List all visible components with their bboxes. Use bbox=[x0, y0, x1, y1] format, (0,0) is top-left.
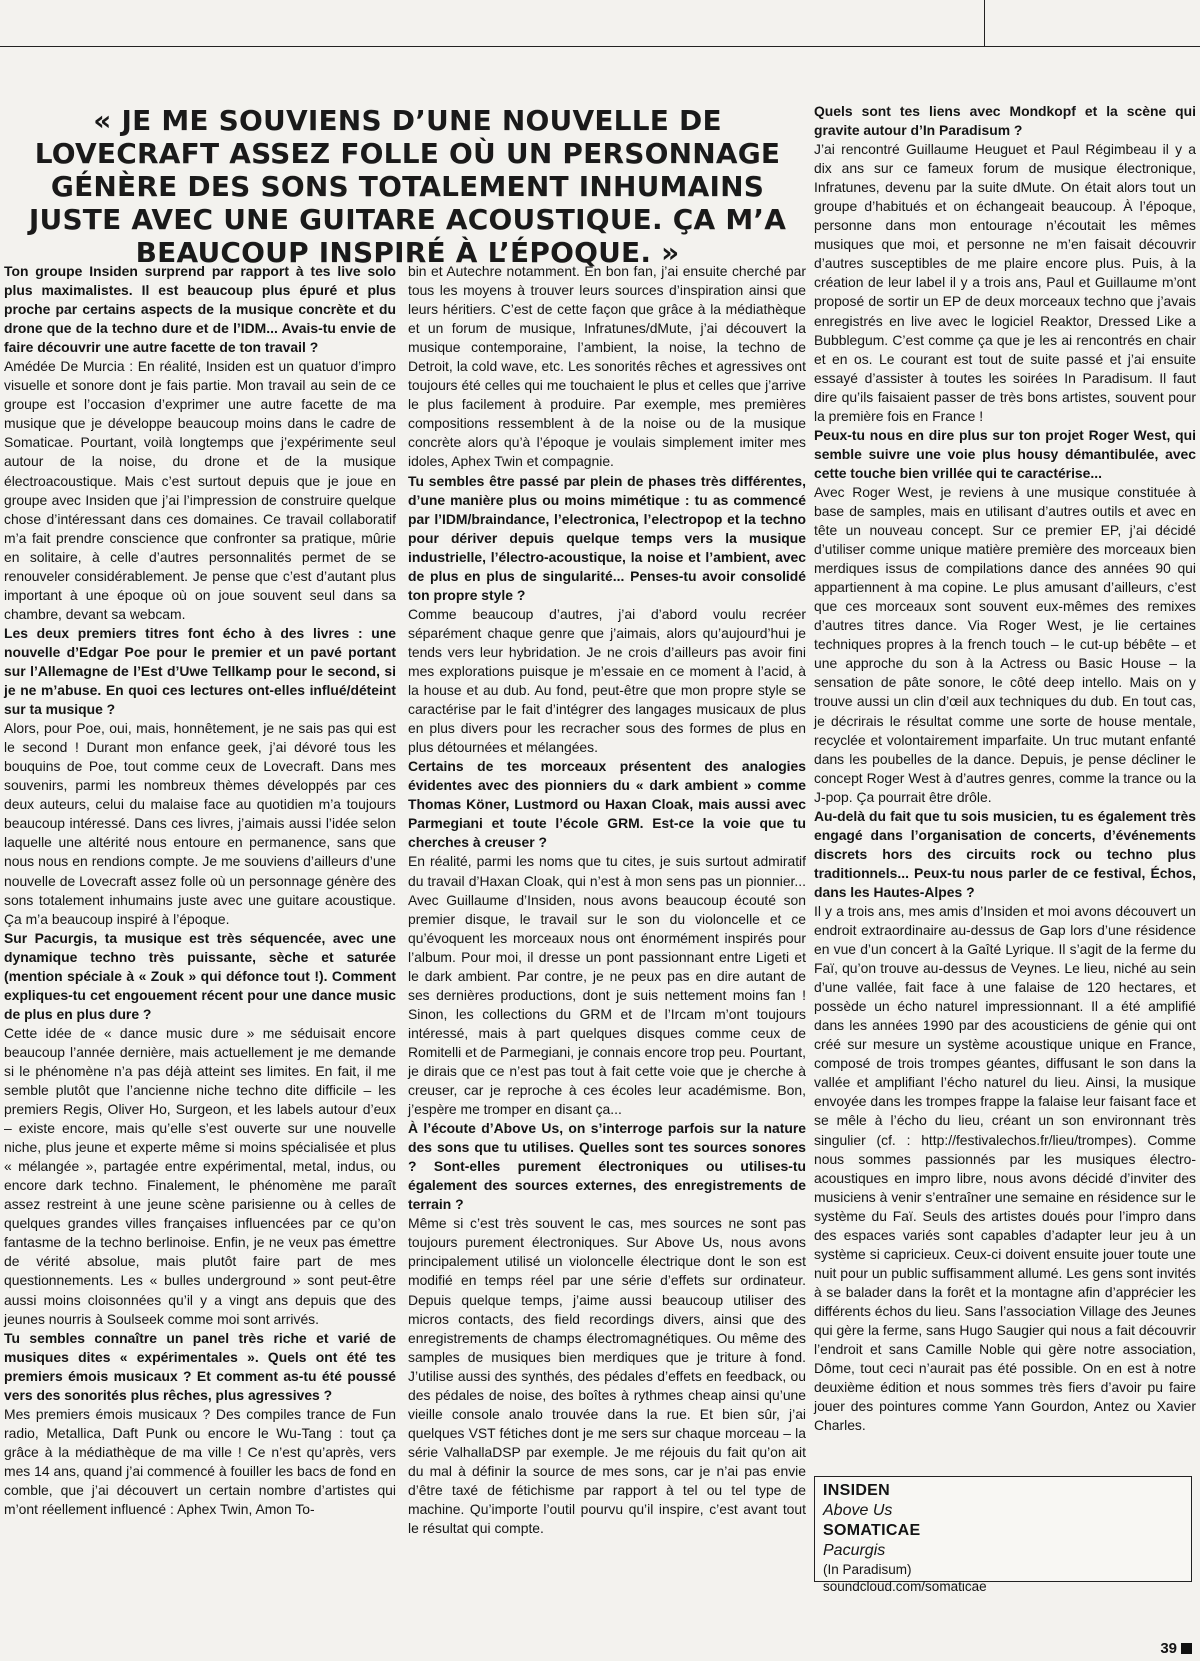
interview-question: Peux-tu nous en dire plus sur ton projet Roger West, qui semble suivre une voie plus housy démantibulée, avec cette touche bien vrillée qui te caractérise... bbox=[814, 426, 1196, 481]
interview-answer: Mes premiers émois musicaux ? Des compiles trance de Fun radio, Metallica, Daft Punk ou encore le Wu-Tang : tout ça grâce à la médiathèque de ma ville ! Ce n’est qu’après, vers mes 14 ans, quand j’ai commencé à fouiller les bacs de fond en comble, que j’ai découvert un certain nombre d’artistes qui m’ont réellement influencé : Aphex Twin, Amon To- bbox=[4, 1405, 396, 1518]
interview-answer: Alors, pour Poe, oui, mais, honnêtement, je ne sais pas qui est le second ! Durant mon enfance geek, j’ai dévoré tous les bouquins de Poe, tout comme ceux de Lovecraft. Dans mes souvenirs, parmi les nombreux thèmes développés par ces deux auteurs, celui du malaise face au quotidien m’a toujours beaucoup intéressé. Dans ces livres, j’aimais aussi l’idée selon laquelle une altérité nous entoure en permanence, sans que nous nous en rendions compte. Je me souviens d’ailleurs d’une nouvelle de Lovecraft assez folle où un personnage génère des sons totalement inhumains juste avec une guitare acoustique. Ça m’a beaucoup inspiré à l’époque. bbox=[4, 720, 396, 927]
interview-question: Tu sembles être passé par plein de phases très différentes, d’une manière plus ou moins mimétique : tu as commencé par l’IDM/braindance, l’electronica, l’electropop et la techno pour dériver depuis quelque temps vers la musique industrielle, l’électro-acoustique, la noise et l’ambient, avec de plus en plus de singularité... Penses-tu avoir consolidé ton propre style ? bbox=[408, 472, 806, 603]
interview-answer: Avec Roger West, je reviens à une musique constituée à base de samples, mais en utilisant d’autres outils et avec en tête un nouveau concept. Sur ce premier EP, j’ai décidé d’utiliser comme unique matière première des morceaux bien merdiques issus de compilations dance des années 90 qui appartiennent à ma copine. Le plus amusant d’ailleurs, c’est que ces morceaux sont souvent eux-mêmes des remixes d’autres titres dance. Via Roger West, je lie certaines techniques propres à la french touch – le cut-up bébête – et une approche du son à la Actress ou Basic House – la sensation de pâte sonore, le côté deep intello. Mais on y trouve aussi un clin d’œil aux techniques du dub. En tout cas, je décrirais le résultat comme une sorte de house mentale, recyclée et volontairement imparfaite. Un truc mutant enfanté dans les poubelles de la dance. Depuis, je pense décliner le concept Roger West à d’autres genres, comme la trance ou la J-pop. Ça pourrait être drôle. bbox=[814, 483, 1196, 805]
interview-question: Au-delà du fait que tu sois musicien, tu es également très engagé dans l’organisation de concerts, d’événements discrets hors des circuits rock ou techno plus traditionnels... Peux-tu nous parler de ce festival, Échos, dans les Hautes-Alpes ? bbox=[814, 807, 1196, 900]
header-corner-box bbox=[984, 0, 1200, 46]
column-1 bbox=[4, 262, 396, 1519]
pull-quote: « JE ME SOUVIENS D’UNE NOUVELLE DE LOVECRAFT ASSEZ FOLLE OÙ UN PERSONNAGE GÉNÈRE DES SONS TOTALEMENT INHUMAINS JUSTE AVEC UNE GUITARE ACOUSTIQUE. ÇA M’A BEAUCOUP INSPIRÉ À L’ÉPOQUE. » bbox=[28, 104, 787, 269]
interview-question: Ton groupe Insiden surprend par rapport à tes live solo plus maximalistes. Il est beaucoup plus épuré et plus proche par certains aspects de la musique concrète et du drone que de la techno dure et de l’IDM... Avais-tu envie de faire découvrir une autre facette de ton travail ? bbox=[4, 263, 396, 356]
band-name-insiden: INSIDEN bbox=[823, 1482, 890, 1499]
interview-question: Certains de tes morceaux présentent des analogies évidentes avec des pionniers du « dark ambient » comme Thomas Köner, Lustmord ou Haxan Cloak, mais aussi avec Parmegiani et toute l’école GRM. Est-ce la voie que tu cherches à creuser ? bbox=[408, 758, 806, 851]
interview-answer: Il y a trois ans, mes amis d’Insiden et moi avons découvert un endroit extraordinaire au-dessus de Gap lors d’une résidence en vue d’un concert à la Gaîté Lyrique. Il s’agit de la ferme du Faï, qu’on trouve au-dessus de Veynes. Le lieu, niché au sein d’une vallée, fait face à une falaise de 120 hectares, et possède un écho naturel impressionnant. Il a été amplifié dans les années 1990 par des acousticiens de génie qui ont créé sur mesure un système acoustique unique en France, composé de trois trompes géantes, diffusant le son dans la vallée et amplifiant l’écho naturel du lieu. Ainsi, la musique envoyée dans les trompes frappe la falaise leur faisant face et se mêle à l’écho du lieu, créant un son environnant très singulier (cf. : http://festivalechos.fr/lieu/trompes). Comme nous sommes passionnés par les musiques électro-acoustiques en impro libre, nous avons décidé d’inviter des musiciens à venir s’entraîner une semaine en résidence sur le système du Faï. Seuls des artistes doués pour l’impro dans des espaces variés sont capables d’adapter leur jeu à un système si capricieux. Ceux-ci doivent ensuite jouer toute une nuit pour un public suffisamment allumé. Les gens sont invités à se balader dans la forêt et la montagne afin d’apprécier les différents échos du lieu. Sans l’association Village des Jeunes qui gère la ferme, sans Hugo Saugier qui nous a fait découvrir l’endroit et sans Camille Noble qui gère notre association, Dôme, tout ceci n’aurait pas été possible. On en est à notre deuxième édition et nous sommes très fiers d’avoir pu faire jouer des pointures comme Yann Gourdon, Antez ou Xavier Charles. bbox=[814, 902, 1196, 1434]
soundcloud-link[interactable]: soundcloud.com/somaticae bbox=[823, 1579, 987, 1594]
interview-answer: J’ai rencontré Guillaume Heuguet et Paul Régimbeau il y a dix ans sur ce fameux forum de musique électronique, Infratunes, devenu par la suite dMute. On était alors tout un groupe d’habitués et on échangeait beaucoup. À l’époque, personne dans mon entourage n’écoutait les mêmes musiques que moi, et personne ne m’en faisait découvrir d’autres susceptibles de me plaire encore plus. Puis, à la création de leur label il y a trois ans, Paul et Guillaume m’ont proposé de sortir un EP de deux morceaux techno que j’avais enregistrés en live avec le logiciel Reaktor, Dressed Like a Bubblegum. C’est comme ça que je les ai rencontrés en chair et en os. Le courant est tout de suite passé et j’ai ensuite essayé d’assister à toutes les soirées In Paradisum. Il faut dire qu’ils faisaient passer de très bons artistes, souvent pour la première fois en France ! bbox=[814, 141, 1196, 424]
column-2 bbox=[408, 262, 806, 1538]
interview-question: À l’écoute d’Above Us, on s’interroge parfois sur la nature des sons que tu utilises. Quelles sont tes sources sonores ? Sont-elles purement électroniques ou utilises-tu également des sources externes, des enregistrements de terrain ? bbox=[408, 1120, 806, 1213]
page-number bbox=[1160, 1640, 1192, 1657]
column-3 bbox=[814, 102, 1196, 1435]
interview-answer: Cette idée de « dance music dure » me séduisait encore beaucoup l’année dernière, mais actuellement je me demande si le phénomène n’a pas déjà atteint ses limites. En fait, il me semble plutôt que l’ancienne niche techno dite difficile – les premiers Regis, Oliver Ho, Surgeon, et les labels autour d’eux – existe encore, mais qu’elle s’est ouverte sur une nouvelle niche, plus jeune et experte même si moins spécialisée et plus « mélangée », partagée entre expérimental, metal, indus, ou encore dark techno. Finalement, le phénomène me paraît assez restreint à une jeune scène parisienne ou à celles de quelques grandes villes françaises influencées par ce qu’on fantasme de la techno berlinoise. Enfin, je ne veux pas émettre de vérité absolue, mais plutôt faire part de mes questionnements. Les « bulles underground » sont peut-être aussi moins cloisonnées qu’il y a vingt ans depuis que des jeunes nourris à Soulseek comme moi sont arrivés. bbox=[4, 1024, 396, 1327]
interview-question: Quels sont tes liens avec Mondkopf et la scène qui gravite autour d’In Paradisum ? bbox=[814, 103, 1196, 139]
band-name-somaticae: SOMATICAE bbox=[823, 1522, 921, 1539]
interview-answer: Comme beaucoup d’autres, j’ai d’abord voulu recréer séparément chaque genre que j’aimais, alors qu’aujourd’hui je tends vers leur hybridation. Je ne crois d’ailleurs pas avoir fini mes explorations puisque je m’essaie en ce moment à l’acid, à la house et au dub. Au fond, peut-être que mon propre style se caractérise par le fait d’intégrer des langages musicaux de plus en plus divers pour les recracher sous des formes de plus en plus détournées et mélangées. bbox=[408, 605, 806, 756]
interview-question: Tu sembles connaître un panel très riche et varié de musiques dites « expérimentales ». Quels ont été tes premiers émois musicaux ? Et comment as-tu été poussé vers des sonorités plus rêches, plus agressives ? bbox=[4, 1329, 396, 1403]
interview-answer: Amédée De Murcia : En réalité, Insiden est un quatuor d’impro visuelle et sonore dont je fais partie. Mon travail au sein de ce groupe est l’occasion d’exprimer une autre facette de ma musique que je développe beaucoup moins dans le cadre de Somaticae. Pourtant, voilà longtemps que j’expérimente seul autour de la noise, du drone et de la musique électroacoustique. Mais c’est surtout depuis que je joue en groupe avec Insiden que j’ai l’impression de construire quelque chose d’intéressant dans ces domaines. Ce travail collaboratif m’a fait prendre conscience que confronter sa pratique, mûrie en solitaire, à celle d’autres personnalités permet de se renouveler considérablement. Je pense que c’est d’autant plus important à une époque où on joue souvent seul dans sa chambre, devant sa webcam. bbox=[4, 358, 396, 622]
page-marker-square bbox=[1181, 1643, 1192, 1654]
page-number-text: 39 bbox=[1160, 1640, 1177, 1657]
interview-answer: Même si c’est très souvent le cas, mes sources ne sont pas toujours purement électroniques. Sur Above Us, nous avons principalement utilisé un violoncelle électrique dont le son est modifié en temps réel par une série d’effets sur ordinateur. Depuis quelque temps, j’aime aussi beaucoup utiliser des micros contacts, des field recordings divers, ainsi que des enregistrements de champs électromagnétiques. Ou même des samples de musiques bien merdiques que je triture à fond. J’utilise aussi des synthés, des pédales d’effets en feedback, ou des pédales de noise, des boîtes à rythmes cheap ainsi qu’une vieille console analo trouvée dans la rue. Et bien sûr, j’ai quelques VST fétiches dont je me sers sur chaque morceau – la série ValhallaDSP par exemple. Je me réjouis du fait qu’on ait du mal à définir la source de mes sons, car je n’ai pas envie d’être taxé de fétichisme par rapport à tel ou tel type de machine. Qu’importe l’outil pourvu qu’il inspire, c’est avant tout le résultat qui compte. bbox=[408, 1215, 806, 1537]
album-info-box bbox=[814, 1476, 1192, 1594]
interview-answer: En réalité, parmi les noms que tu cites, je suis surtout admiratif du travail d’Haxan Cloak, qui n’est à mon sens pas un pionnier... Avec Guillaume d’Insiden, nous avons beaucoup écouté son premier disque, le travail sur le son du violoncelle et ce qu’évoquent les morceaux nous ont énormément inspirés pour l’album. Pour moi, il dresse un pont passionnant entre Ligeti et le dark ambient. Par contre, je ne peux pas en dire autant de ses dernières productions, dont je suis nettement moins fan ! Sinon, les collections du GRM et de l’Ircam m’ont toujours intéressé, mais à part quelques disques comme ceux de Romitelli et de Parmegiani, je connais encore trop peu. Pourtant, je dirais que ce n’est pas tout à fait cette voie que je cherche à creuser, car je reproche à ces écoles leur académisme. Bon, j’espère me tromper en disant ça... bbox=[408, 853, 806, 1118]
interview-question: Les deux premiers titres font écho à des livres : une nouvelle d’Edgar Poe pour le premier et un pavé portant sur l’Allemagne de l’Est d’Uwe Tellkamp pour le second, si je ne m’abuse. En quoi ces lectures ont-elles influé/déteint sur ta musique ? bbox=[4, 624, 396, 718]
album-title-above-us: Above Us bbox=[823, 1502, 893, 1519]
record-label: (In Paradisum) bbox=[823, 1562, 912, 1577]
interview-question: Sur Pacurgis, ta musique est très séquencée, avec une dynamique techno très puissante, sèche et saturée (mention spéciale à « Zouk » qui défonce tout !). Comment expliques-tu cet engouement récent pour une dance music de plus en plus dure ? bbox=[4, 929, 396, 1022]
interview-answer: bin et Autechre notamment. En bon fan, j’ai ensuite cherché par tous les moyens à trouver leurs sources d’inspiration ainsi que leurs héritiers. C’est de cette façon que grâce à la médiathèque et un forum de musique, Infratunes/dMute, j’ai découvert la musique contemporaine, l’ambient, la noise, la techno de Detroit, la cold wave, etc. Les sonorités rêches et agressives ont toujours été celles qui me touchaient le plus et celles que j’arrive le plus facilement à produire. Par exemple, mes premières compositions ressemblent à de la noise ou de la musique concrète alors qu’à l’époque je voulais simplement imiter mes idoles, Aphex Twin et compagnie. bbox=[408, 263, 806, 470]
album-title-pacurgis: Pacurgis bbox=[823, 1542, 886, 1559]
